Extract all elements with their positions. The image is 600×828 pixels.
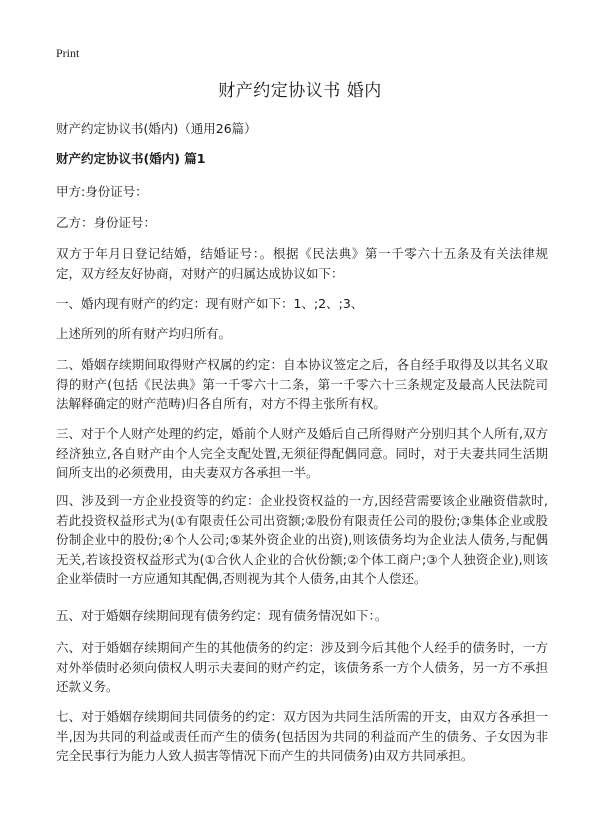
section-heading: 财产约定协议书(婚内) 篇1	[56, 151, 206, 166]
document-subtitle: 财产约定协议书(婚内)（通用26篇）	[56, 121, 257, 136]
paragraph-clause-4: 四、涉及到一方企业投资等的约定：企业投资权益的一方,因经营需要该企业融资借款时,若此投资权益形式为(①有限责任公司出资额;②股份有限责任公司的股份;③集体企业或股份制企业中的股份;④个人公司;⑤某外资企业的出资),则该债务均为企业法人债务,与配偶无关,若该投资权益形式为(①合伙人企业的合伙份额;②个体工商户;③个人独资企业),则该企业举债时一方应通知其配偶,否则视为其个人债务,由其个人偿还。	[56, 493, 548, 586]
paragraph-clause-3: 三、对于个人财产处理的约定，婚前个人财产及婚后自己所得财产分别归其个人所有,双方经济独立,各自财产由个人完全支配处置,无须征得配偶同意。同时，对于夫妻共同生活期间所支出的必须费用，由夫妻双方各承担一半。	[56, 426, 548, 480]
print-label: Print	[56, 46, 80, 60]
paragraph-party-b: 乙方：身份证号：	[56, 215, 157, 230]
paragraph-clause-2: 二、婚姻存续期间取得财产权属的约定：自本协议签定之后，各自经手取得及以其名义取得的财产(包括《民法典》第一千零六十二条，第一千零六十三条规定及最高人民法院司法解释确定的财产范畴)归各自所有，对方不得主张所有权。	[56, 357, 548, 411]
paragraph-clause-7: 七、对于婚姻存续期间共同债务的约定：双方因为共同生活所需的开支，由双方各承担一半,因为共同的利益或责任而产生的债务(包括因为共同的利益而产生的债务、子女因为非完全民事行为能力人致人损害等情况下而产生的共同债务)由双方共同承担。	[56, 709, 548, 763]
document-title: 财产约定协议书 婚内	[218, 81, 382, 101]
paragraph-clause-1-ownership: 上述所列的所有财产均归所有。	[56, 326, 232, 341]
paragraph-party-a: 甲方:身份证号：	[56, 184, 148, 199]
paragraph-clause-6: 六、对于婚姻存续期间产生的其他债务的约定：涉及到今后其他个人经手的债务时，一方对外举债时必须向债权人明示夫妻间的财产约定，该债务系一方个人债务，另一方不承担还款义务。	[56, 640, 548, 694]
paragraph-clause-1: 一、婚内现有财产的约定：现有财产如下：1、;2、;3、	[56, 296, 364, 311]
paragraph-marriage-registration: 双方于年月日登记结婚，结婚证号：。根据《民法典》第一千零六十五条及有关法律规定，双方经友好协商，对财产的归属达成协议如下：	[56, 246, 548, 281]
paragraph-clause-5: 五、对于婚姻存续期间现有债务约定：现有债务情况如下：。	[56, 608, 388, 623]
